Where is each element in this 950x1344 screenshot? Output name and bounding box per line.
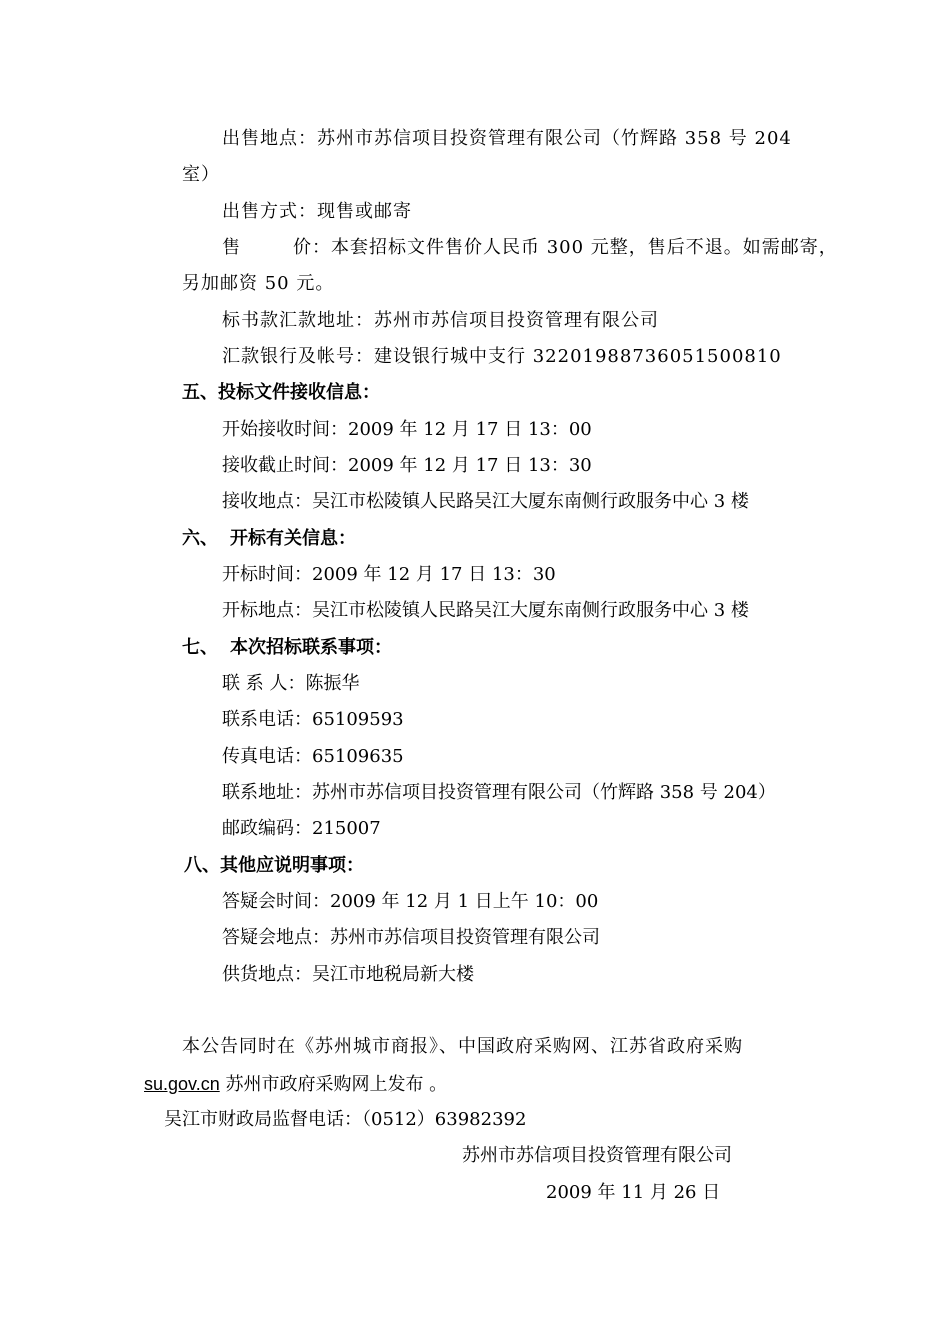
- signature-company: 苏州市苏信项目投资管理有限公司: [462, 1145, 732, 1166]
- signature-date: 2009 年 11 月 26 日: [546, 1182, 721, 1203]
- sale-method: 出售方式：现售或邮寄: [222, 201, 412, 222]
- opening-time: 开标时间：2009 年 12 月 17 日 13：30: [222, 564, 556, 585]
- section5-heading: 五、投标文件接收信息：: [182, 382, 380, 403]
- section7-heading: [182, 636, 392, 660]
- remit-address: 标书款汇款地址：苏州市苏信项目投资管理有限公司: [222, 310, 659, 331]
- section6-heading: [182, 527, 356, 551]
- price-text: 价：本套招标文件售价人民币 300 元整，售后不退。如需邮寄，: [293, 237, 838, 258]
- price-label: 售: [222, 237, 241, 258]
- opening-location: 开标地点：吴江市松陵镇人民路吴江大厦东南侧行政服务中心 3 楼: [222, 600, 749, 621]
- contact-address: 联系地址：苏州市苏信项目投资管理有限公司（竹辉路 358 号 204）: [222, 782, 776, 803]
- qa-time: 答疑会时间：2009 年 12 月 1 日上午 10：00: [222, 891, 599, 912]
- sale-price-cont: 另加邮资 50 元。: [182, 273, 335, 294]
- receive-deadline: 接收截止时间：2009 年 12 月 17 日 13：30: [222, 455, 592, 476]
- section6-title: 开标有关信息：: [230, 528, 356, 549]
- delivery-location: 供货地点：吴江市地税局新大楼: [222, 964, 474, 985]
- receive-location: 接收地点：吴江市松陵镇人民路吴江大厦东南侧行政服务中心 3 楼: [222, 491, 749, 512]
- section7-title: 本次招标联系事项：: [230, 637, 392, 658]
- contact-postcode: 邮政编码：215007: [222, 818, 381, 839]
- sale-location-cont: 室）: [182, 164, 220, 185]
- contact-phone: 联系电话：65109593: [222, 709, 404, 730]
- supervision-phone: 吴江市财政局监督电话：（0512）63982392: [164, 1109, 527, 1130]
- notice-line2: [144, 1072, 447, 1097]
- notice-line1: 本公告同时在《苏州城市商报》、中国政府采购网、江苏省政府采购: [182, 1036, 743, 1057]
- sale-location: 出售地点：苏州市苏信项目投资管理有限公司（竹辉路 358 号 204: [222, 128, 792, 149]
- receive-start-time: 开始接收时间：2009 年 12 月 17 日 13：00: [222, 419, 592, 440]
- bank-account: 汇款银行及帐号：建设银行城中支行 32201988736051500810: [222, 346, 782, 367]
- qa-location: 答疑会地点：苏州市苏信项目投资管理有限公司: [222, 927, 600, 948]
- section6-number: 六、: [182, 528, 218, 549]
- section8-heading: 八、其他应说明事项：: [184, 855, 364, 876]
- procurement-link[interactable]: su.gov.cn: [144, 1074, 220, 1094]
- sale-price: [222, 236, 838, 260]
- section7-number: 七、: [182, 637, 218, 658]
- contact-person: 联 系 人：陈振华: [222, 673, 360, 694]
- notice-line2-rest: 苏州市政府采购网上发布 。: [219, 1074, 448, 1095]
- contact-fax: 传真电话：65109635: [222, 746, 404, 767]
